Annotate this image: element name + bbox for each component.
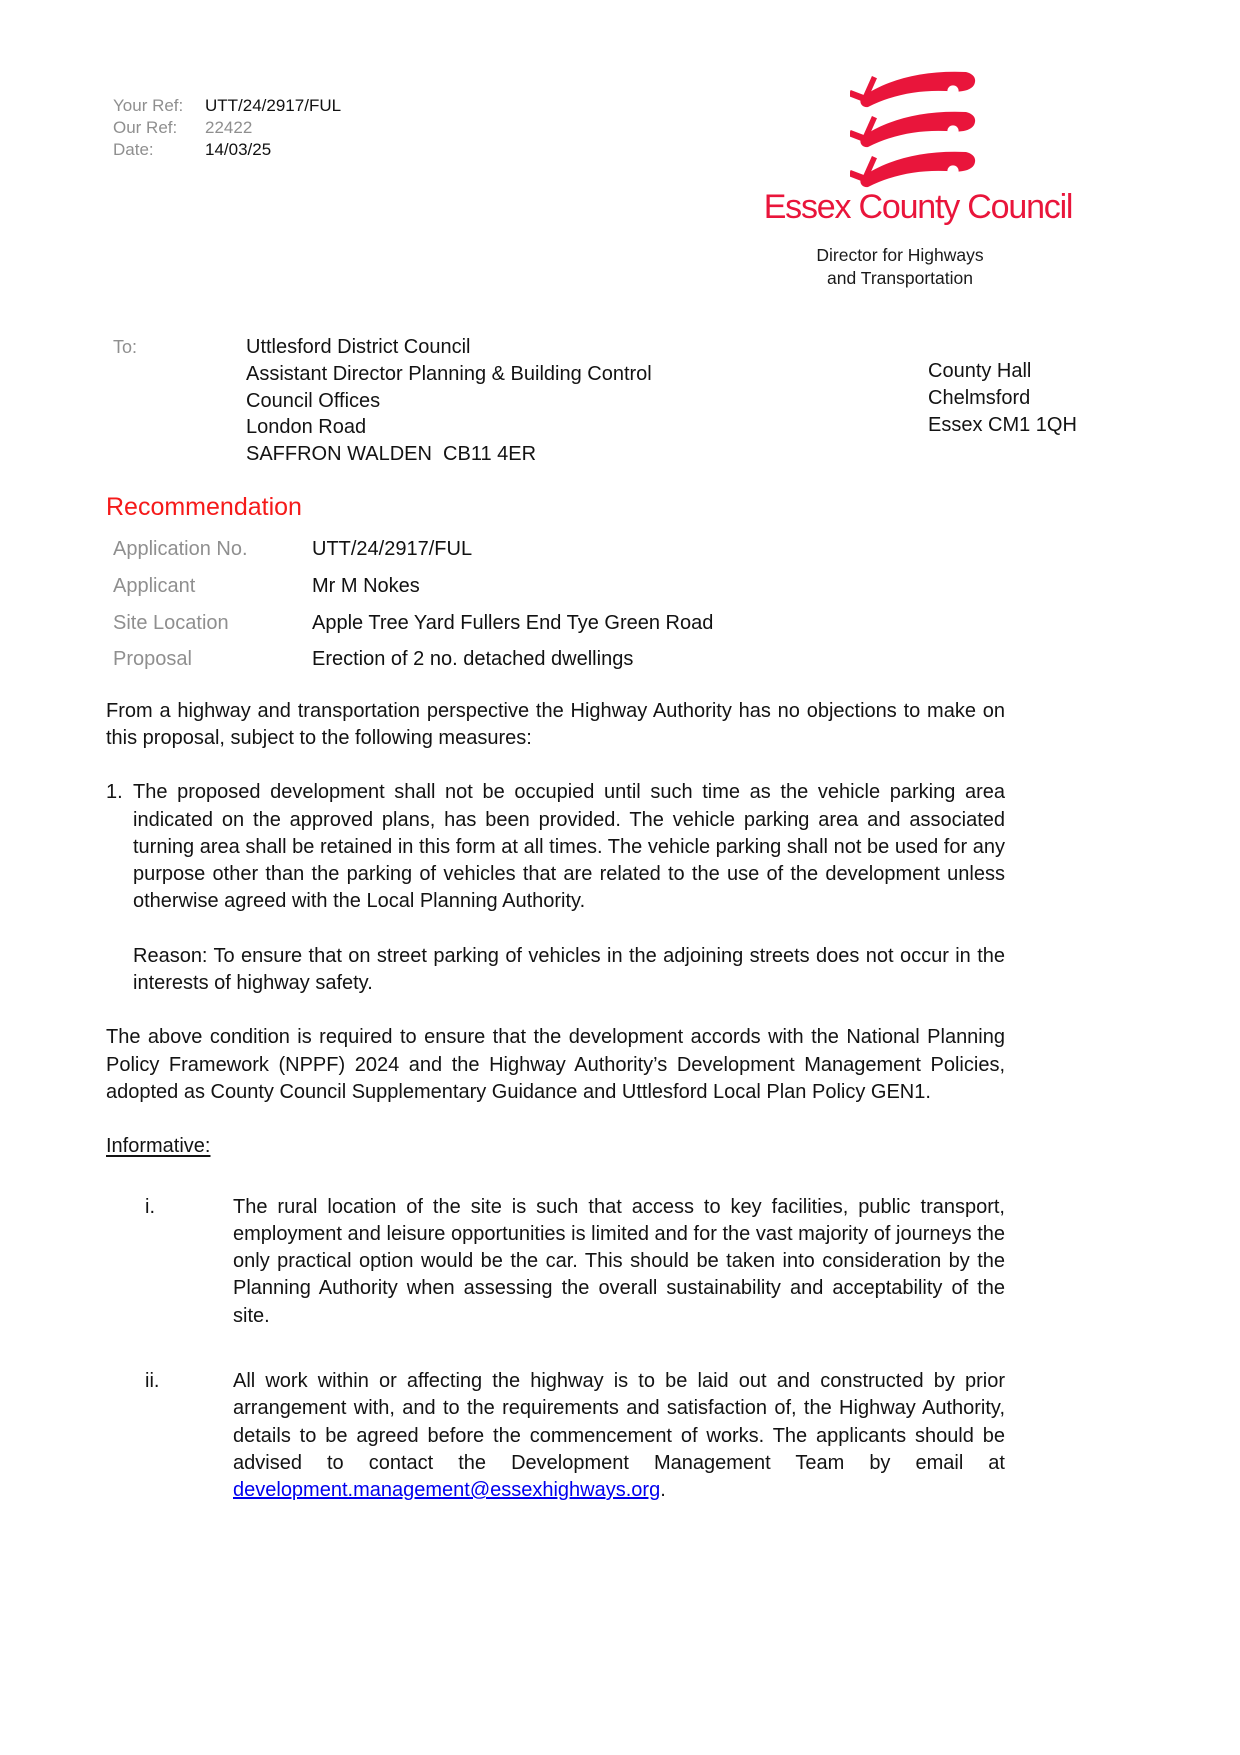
row-label: Proposal xyxy=(113,648,192,671)
table-row-application-no xyxy=(106,536,1005,563)
department-title xyxy=(765,244,1035,290)
letter-body xyxy=(106,492,1005,1543)
to-label: To: xyxy=(113,337,138,357)
recipient-address-line: Council Offices xyxy=(246,389,381,412)
essex-county-council-logo xyxy=(850,66,982,190)
row-label: Application No. xyxy=(113,538,248,560)
your-ref-label: Your Ref: xyxy=(113,96,184,115)
measure-item-1 xyxy=(106,779,1005,915)
sender-address-line: County Hall xyxy=(928,360,1032,382)
row-value: Erection of 2 no. detached dwellings xyxy=(312,648,634,671)
table-row-applicant xyxy=(106,573,1005,600)
our-ref-label: Our Ref: xyxy=(113,118,178,137)
informative-item-i xyxy=(106,1194,1005,1330)
informative-text: The rural location of the site is such that access to key facilities, public transport, employment and leisure opportunities is limited and for the vast majority of journeys the only practical option would be the car. This should be taken into consideration by the Planning Authority when assessing the overall sustainability and acceptability of the site. xyxy=(233,1195,1005,1327)
recipient-address-line: London Road xyxy=(246,416,367,439)
informative-text-after-link: . xyxy=(660,1479,666,1502)
recipient-address-line: Assistant Director Planning & Building Control xyxy=(246,362,652,385)
your-ref-value: UTT/24/2917/FUL xyxy=(205,96,342,115)
measure-number: 1. xyxy=(106,781,123,804)
org-wordmark: Essex County Council xyxy=(763,188,1073,226)
row-value: Apple Tree Yard Fullers End Tye Green Road xyxy=(312,611,714,634)
table-row-site-location xyxy=(106,610,1005,637)
intro-paragraph: From a highway and transportation perspective the Highway Authority has no objections to make on this proposal, subject to the following measures: xyxy=(106,699,1005,749)
department-line-1: Director for Highways xyxy=(816,245,984,265)
informative-item-ii xyxy=(106,1368,1005,1504)
application-table xyxy=(106,536,1005,674)
seax-icon xyxy=(850,72,975,187)
sender-address-line: Essex CM1 1QH xyxy=(928,414,1077,436)
recipient-address xyxy=(246,334,652,468)
reference-block xyxy=(113,95,341,161)
our-ref-row xyxy=(113,117,341,139)
date-value: 14/03/25 xyxy=(205,140,272,159)
sender-address xyxy=(928,358,1077,439)
date-row xyxy=(113,139,341,161)
recommendation-heading: Recommendation xyxy=(106,493,302,521)
row-label: Site Location xyxy=(113,611,229,634)
your-ref-row xyxy=(113,95,341,117)
informative-text: All work within or affecting the highway is to be laid out and constructed by prior arrangement with, and to the requirements and satisfaction of, the Highway Authority, details to be agreed before the commencement of works. The applicants should be advised to contact the Development Management Team by email at xyxy=(233,1370,1005,1474)
reason-paragraph: Reason: To ensure that on street parking of vehicles in the adjoining streets does not occur in the interests of highway safety. xyxy=(133,944,1005,995)
recipient-address-line: Uttlesford District Council xyxy=(246,336,471,358)
informative-heading: Informative: xyxy=(106,1135,211,1158)
row-value: Mr M Nokes xyxy=(312,574,420,597)
measure-text: The proposed development shall not be occupied until such time as the vehicle parking area indicated on the approved plans, has been provided. The vehicle parking area and associated turning area shall be retained in this form at all times. The vehicle parking shall not be used for any purpose other than the parking of vehicles that are related to the use of the development unless otherwise agreed with the Local Planning Authority. xyxy=(133,781,1005,913)
informative-number: ii. xyxy=(145,1370,160,1393)
sender-address-line: Chelmsford xyxy=(928,387,1031,409)
department-line-2: and Transportation xyxy=(827,268,973,288)
email-link[interactable]: development.management@essexhighways.org xyxy=(233,1479,661,1502)
row-value: UTT/24/2917/FUL xyxy=(312,538,473,560)
condition-paragraph: The above condition is required to ensure that the development accords with the National Planning Policy Framework (NPPF) 2024 and the Highway Authority’s Development Management Policies, adopted as County Council Supplementary Guidance and Uttlesford Local Plan Policy GEN1. xyxy=(106,1026,1005,1103)
informative-number: i. xyxy=(145,1195,155,1218)
recipient-address-line: SAFFRON WALDEN CB11 4ER xyxy=(246,443,537,466)
row-label: Applicant xyxy=(113,574,196,597)
date-label: Date: xyxy=(113,140,154,159)
our-ref-value: 22422 xyxy=(205,118,253,137)
table-row-proposal xyxy=(106,646,1005,673)
